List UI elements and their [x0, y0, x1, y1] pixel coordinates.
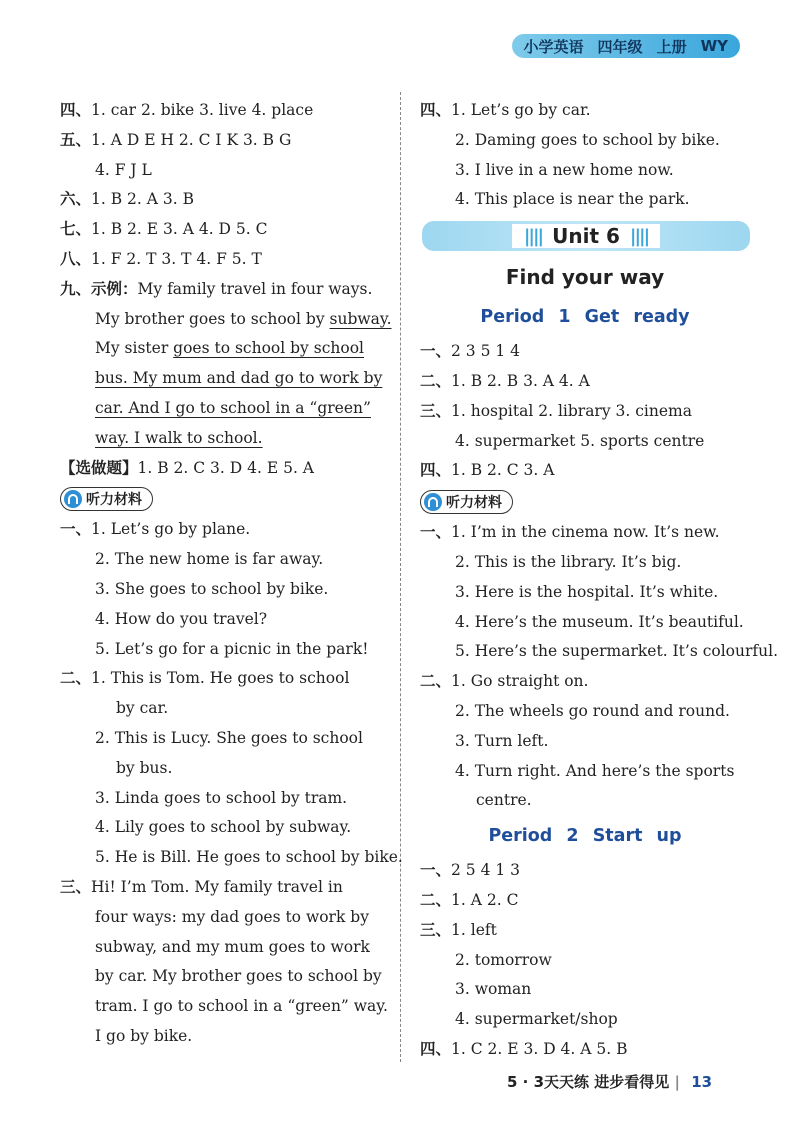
column-divider — [400, 92, 401, 1062]
script-line: 2. This is the library. It’s big. — [455, 552, 682, 571]
script-line: 4. How do you travel? — [95, 609, 268, 628]
answer-line: 七、1. B 2. E 3. A 4. D 5. C — [60, 220, 268, 239]
answer-line: 四、1. C 2. E 3. D 4. A 5. B — [420, 1039, 628, 1058]
script-line: 5. He is Bill. He goes to school by bike. — [95, 848, 403, 867]
answer-line: 4. supermarket/shop — [455, 1010, 618, 1029]
answer-line: My brother goes to school by subway. — [95, 309, 392, 328]
answer-line: 六、1. B 2. A 3. B — [60, 190, 194, 209]
page-number: 13 — [691, 1073, 713, 1091]
answer-line: 九、示例：My family travel in four ways. — [60, 279, 373, 298]
answer-line: 四、1. car 2. bike 3. live 4. place — [60, 101, 314, 119]
script-line: 4. Turn right. And here’s the sports — [455, 761, 735, 780]
answer-line: 4. This place is near the park. — [455, 190, 690, 209]
headphone-icon — [424, 493, 442, 511]
answer-line: My sister goes to school by school — [95, 339, 364, 358]
period-heading: Period 2 Start up — [488, 826, 682, 847]
unit-title: Unit 6 — [552, 224, 620, 249]
answer-line: 2. Daming goes to school by bike. — [455, 130, 720, 149]
answer-line: 3. woman — [455, 980, 532, 999]
script-line: tram. I go to school in a “green” way. — [95, 997, 388, 1016]
edition-label: WY — [700, 37, 728, 55]
answer-line: 一、2 5 4 1 3 — [420, 861, 521, 880]
answer-line: 2. tomorrow — [455, 950, 552, 969]
left-column — [60, 96, 403, 1052]
headphone-icon — [64, 490, 82, 508]
answer-line: way. I walk to school. — [95, 428, 263, 447]
script-line: by car. My brother goes to school by — [95, 967, 382, 986]
script-line: 4. Lily goes to school by subway. — [95, 818, 352, 837]
answer-line: 三、1. left — [420, 920, 497, 939]
footer-brand: 5 · 3天天练 进步看得见 — [507, 1073, 670, 1091]
term-label: 上册 — [656, 37, 687, 56]
answer-line: 3. I live in a new home now. — [455, 160, 674, 179]
script-line: 3. Turn left. — [455, 731, 549, 750]
script-line: 2. The new home is far away. — [95, 550, 324, 569]
answer-line: 八、1. F 2. T 3. T 4. F 5. T — [60, 249, 262, 268]
listening-tag: 听力材料 — [420, 486, 750, 518]
script-line: 二、1. Go straight on. — [420, 672, 589, 691]
script-line: 一、1. I’m in the cinema now. It’s new. — [420, 523, 720, 542]
script-line: subway, and my mum goes to work — [95, 937, 370, 956]
unit-banner: |||| Unit 6 |||| — [422, 221, 750, 251]
header-banner — [512, 34, 740, 58]
answer-line: 【选做题】1. B 2. C 3. D 4. E 5. A — [60, 458, 314, 477]
script-line: 3. Here is the hospital. It’s white. — [455, 582, 719, 601]
script-line: 2. This is Lucy. She goes to school — [95, 728, 363, 747]
script-line: centre. — [476, 791, 532, 810]
listening-tag: 听力材料 — [60, 483, 380, 515]
subject-label: 小学英语 — [523, 37, 584, 56]
script-line: I go by bike. — [95, 1026, 193, 1045]
answer-line: 二、1. A 2. C — [420, 890, 519, 909]
script-line: 5. Here’s the supermarket. It’s colourful. — [455, 642, 779, 661]
answer-line: 二、1. B 2. B 3. A 4. A — [420, 371, 590, 390]
answer-line: 4. F J L — [95, 160, 152, 179]
page-footer: 5 · 3天天练 进步看得见 | 13 — [507, 1073, 713, 1091]
script-line: 三、Hi! I’m Tom. My family travel in — [60, 877, 343, 896]
grade-label: 四年级 — [597, 37, 643, 56]
script-line: 3. She goes to school by bike. — [95, 579, 329, 598]
script-line: 2. The wheels go round and round. — [455, 701, 730, 720]
answer-line: 四、1. B 2. C 3. A — [420, 461, 555, 480]
answer-line: 4. supermarket 5. sports centre — [455, 431, 705, 450]
answer-line: bus. My mum and dad go to work by — [95, 369, 383, 388]
script-line: by bus. — [116, 758, 173, 777]
period-heading: Period 1 Get ready — [480, 307, 690, 328]
answer-line: car. And I go to school in a “green” — [95, 398, 371, 417]
answer-line: 一、2 3 5 1 4 — [420, 342, 521, 361]
script-line: 4. Here’s the museum. It’s beautiful. — [455, 612, 744, 631]
answer-line: 三、1. hospital 2. library 3. cinema — [420, 401, 692, 420]
script-line: 二、1. This is Tom. He goes to school — [60, 669, 350, 688]
script-line: four ways: my dad goes to work by — [95, 907, 369, 926]
right-column — [420, 96, 779, 1065]
answer-line: 五、1. A D E H 2. C I K 3. B G — [60, 130, 292, 149]
script-line: 3. Linda goes to school by tram. — [95, 788, 348, 807]
script-line: by car. — [116, 699, 169, 718]
script-line: 5. Let’s go for a picnic in the park! — [95, 639, 369, 658]
unit-subtitle: Find your way — [505, 265, 665, 290]
answer-line: 四、1. Let’s go by car. — [420, 101, 591, 119]
script-line: 一、1. Let’s go by plane. — [60, 520, 251, 539]
